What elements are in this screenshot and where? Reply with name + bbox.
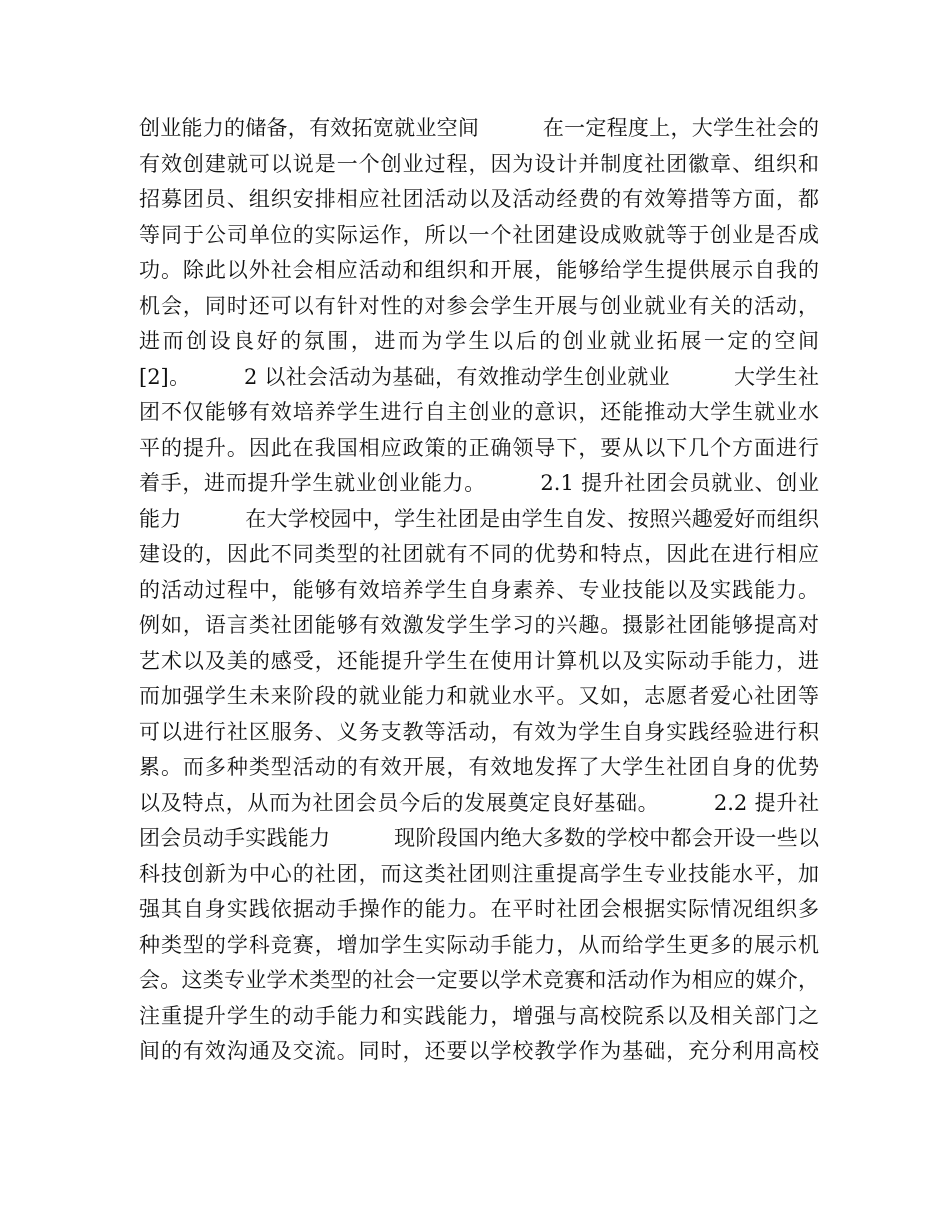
text-line-25: 会。这类专业学术类型的社会一定要以学术竞赛和活动作为相应的媒介，: [139, 968, 819, 992]
text-line-5: 功。除此以外社会相应活动和组织和开展，能够给学生提供展示自我的: [139, 258, 819, 282]
body-text: [139, 111, 819, 1070]
text-line-27: 间的有效沟通及交流。同时，还要以学校教学作为基础，充分利用高校: [139, 1039, 819, 1063]
text-line-19: 累。而多种类型活动的有效开展，有效地发挥了大学生社团自身的优势: [139, 755, 819, 779]
text-line-14: 的活动过程中，能够有效培养学生自身素养、专业技能以及实践能力。: [139, 577, 819, 602]
text-line-16: 艺术以及美的感受，还能提升学生在使用计算机以及实际动手能力，进: [139, 648, 819, 673]
text-line-10: 平的提升。因此在我国相应政策的正确领导下，要从以下几个方面进行: [139, 435, 819, 460]
text-line-22: 科技创新为中心的社团，而这类社团则注重提高学生专业技能水平，加: [139, 861, 819, 886]
text-line-24: 种类型的学科竞赛，增加学生实际动手能力，从而给学生更多的展示机: [139, 932, 819, 957]
text-line-1: 创业能力的储备，有效拓宽就业空间 在一定程度上，大学生社会的: [139, 116, 819, 140]
text-line-7: 进而创设良好的氛围，进而为学生以后的创业就业拓展一定的空间: [139, 329, 819, 353]
text-line-11: 着手，进而提升学生就业创业能力。 2.1 提升社团会员就业、创业: [139, 471, 819, 495]
text-line-13: 建设的，因此不同类型的社团就有不同的优势和特点，因此在进行相应: [139, 542, 819, 566]
text-line-12: 能力 在大学校园中，学生社团是由学生自发、按照兴趣爱好而组织: [139, 506, 819, 531]
text-line-3: 招募团员、组织安排相应社团活动以及活动经费的有效筹措等方面，都: [139, 187, 819, 211]
text-line-15: 例如，语言类社团能够有效激发学生学习的兴趣。摄影社团能够提高对: [139, 613, 819, 637]
text-line-4: 等同于公司单位的实际运作，所以一个社团建设成败就等于创业是否成: [139, 222, 819, 247]
text-line-2: 有效创建就可以说是一个创业过程，因为设计并制度社团徽章、组织和: [139, 151, 819, 176]
text-line-26: 注重提升学生的动手能力和实践能力，增强与高校院系以及相关部门之: [139, 1003, 819, 1028]
text-line-9: 团不仅能够有效培养学生进行自主创业的意识，还能推动大学生就业水: [139, 400, 819, 424]
text-line-18: 可以进行社区服务、义务支教等活动，有效为学生自身实践经验进行积: [139, 719, 819, 744]
text-line-17: 而加强学生未来阶段的就业能力和就业水平。又如，志愿者爱心社团等: [139, 684, 819, 708]
text-line-20: 以及特点，从而为社团会员今后的发展奠定良好基础。 2.2 提升社: [139, 790, 819, 815]
text-line-21: 团会员动手实践能力 现阶段国内绝大多数的学校中都会开设一些以: [139, 826, 819, 850]
text-line-8: [2]。 2 以社会活动为基础，有效推动学生创业就业 大学生社: [139, 364, 819, 389]
text-line-6: 机会，同时还可以有针对性的对参会学生开展与创业就业有关的活动，: [139, 293, 819, 318]
text-line-23: 强其自身实践依据动手操作的能力。在平时社团会根据实际情况组织多: [139, 897, 819, 921]
